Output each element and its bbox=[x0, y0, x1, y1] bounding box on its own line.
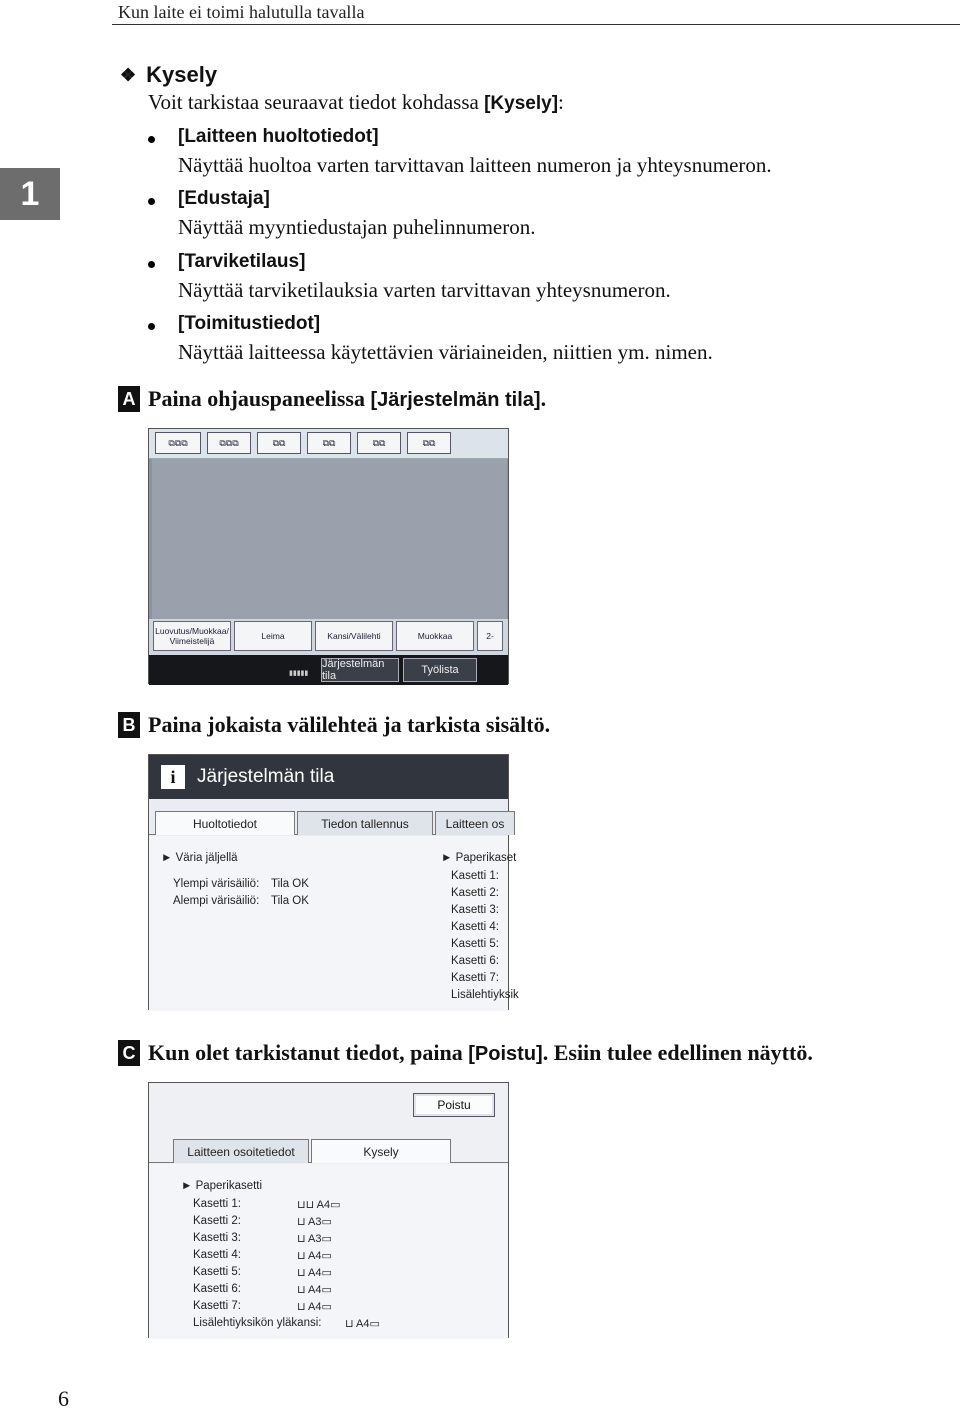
step-number-icon: B bbox=[118, 712, 140, 738]
tray-label: Kasetti 5: bbox=[193, 1266, 241, 1278]
sort-icon[interactable]: ⧉⧉ bbox=[307, 432, 351, 454]
step-text-suffix: . Esiin tulee edellinen näyttö. bbox=[542, 1040, 813, 1065]
duplex-mode-icon[interactable]: ⧉⧉⧉ bbox=[155, 432, 201, 454]
step-text-suffix: . bbox=[540, 386, 547, 411]
step-number-icon: C bbox=[118, 1040, 140, 1066]
tray-status-icon: ⊔ A4▭ bbox=[297, 1267, 332, 1279]
running-head: Kun laite ei toimi halutulla tavalla bbox=[118, 2, 365, 22]
step-text-main: Paina ohjauspaneelissa bbox=[148, 386, 371, 411]
paper-size: A4 bbox=[308, 1284, 322, 1296]
tab-bar bbox=[149, 1139, 508, 1163]
step-text bbox=[148, 386, 546, 412]
diamond-bullet-icon: ❖ bbox=[120, 64, 137, 85]
tray-label: Kasetti 2: bbox=[451, 887, 499, 899]
tray-label: Kasetti 3: bbox=[451, 904, 499, 916]
toner-heading-text: Väria jäljellä bbox=[175, 852, 238, 864]
paper-heading-text: Paperikasetti bbox=[195, 1180, 263, 1192]
combine-mode-icon[interactable]: ⧉⧉⧉ bbox=[207, 432, 251, 454]
main-display-area bbox=[152, 459, 507, 619]
paper-size: A4 bbox=[308, 1250, 322, 1262]
more-button[interactable]: 2- bbox=[477, 621, 503, 651]
list-item-desc: Näyttää laitteessa käytettävien väriaineiden, niittien ym. nimen. bbox=[178, 340, 713, 364]
intro-suffix: : bbox=[558, 90, 564, 114]
intro-text: Voit tarkistaa seuraavat tiedot kohdassa bbox=[148, 90, 485, 114]
tray-status-icon: ⊔ A4▭ bbox=[345, 1318, 380, 1330]
header-rule bbox=[112, 24, 960, 25]
tray-label: Lisälehtiyksik bbox=[451, 989, 519, 1001]
tray-label: Kasetti 2: bbox=[193, 1215, 241, 1227]
reduce-enlarge-icon[interactable]: ⧉⧉ bbox=[257, 432, 301, 454]
tab-maintenance-info[interactable]: Huoltotiedot bbox=[155, 811, 295, 835]
step-number-icon: A bbox=[118, 386, 140, 412]
control-panel-screenshot bbox=[148, 428, 509, 684]
tray-label: Kasetti 7: bbox=[193, 1300, 241, 1312]
tab-content bbox=[149, 1164, 508, 1339]
paper-heading-text: Paperikaset bbox=[455, 852, 517, 864]
section-intro bbox=[148, 90, 564, 115]
paper-size: A4 bbox=[316, 1199, 331, 1211]
page-number: 6 bbox=[58, 1386, 69, 1411]
staple-icon[interactable]: ⧉⧉ bbox=[357, 432, 401, 454]
step-text bbox=[148, 1040, 813, 1066]
chapter-tab: 1 bbox=[0, 168, 60, 220]
tray-status-icon: ⊔⊔ A4▭ bbox=[297, 1199, 341, 1211]
step-2 bbox=[118, 712, 550, 738]
function-button-row bbox=[149, 619, 508, 655]
tray-status-icon: ⊔ A4▭ bbox=[297, 1301, 332, 1313]
tray-label: Kasetti 5: bbox=[451, 938, 499, 950]
step-text: Paina jokaista välilehteä ja tarkista sisältö. bbox=[148, 712, 551, 737]
tab-content bbox=[149, 836, 519, 1011]
section-title bbox=[120, 62, 217, 88]
job-list-button[interactable]: Työlista bbox=[403, 658, 477, 682]
copy-mode-icon-bar bbox=[149, 429, 508, 459]
tray-status-icon: ⊔ A4▭ bbox=[297, 1250, 332, 1262]
list-item-desc: Näyttää tarviketilauksia varten tarvittavan yhteysnumeron. bbox=[178, 278, 671, 302]
toner-remaining-heading: ► Väria jäljellä bbox=[161, 852, 238, 864]
tray-label: Lisälehtiyksikön yläkansi: bbox=[193, 1317, 322, 1329]
paper-size: A4 bbox=[356, 1318, 370, 1330]
tray-status-icon: ⊔ A4▭ bbox=[297, 1284, 332, 1296]
tab-machine-address-info[interactable]: Laitteen osoitetiedot bbox=[173, 1139, 309, 1163]
edit-button[interactable]: Muokkaa bbox=[396, 621, 474, 651]
step-3 bbox=[118, 1040, 813, 1066]
tray-label: Kasetti 7: bbox=[451, 972, 499, 984]
list-item-head: [Toimitustiedot] bbox=[178, 313, 321, 334]
info-icon: i bbox=[161, 765, 185, 789]
tray-status-icon: ⊔ A3▭ bbox=[297, 1233, 332, 1245]
tray-label: Kasetti 1: bbox=[193, 1198, 241, 1210]
paper-tray-heading: ► Paperikaset bbox=[441, 852, 517, 864]
inquiry-screenshot bbox=[148, 1082, 509, 1338]
system-status-button[interactable]: Järjestelmän tila bbox=[321, 658, 399, 682]
list-item-head: [Tarviketilaus] bbox=[178, 251, 306, 272]
bullet-icon bbox=[148, 198, 155, 205]
bullet-icon bbox=[148, 323, 155, 330]
stamp-button[interactable]: Leima bbox=[234, 621, 312, 651]
list-item-desc: Näyttää huoltoa varten tarvittavan laitteen numeron ja yhteysnumeron. bbox=[178, 153, 772, 177]
lower-toner-label: Alempi värisäiliö: bbox=[173, 895, 260, 907]
tab-bar bbox=[149, 811, 508, 835]
tab-data-storage[interactable]: Tiedon tallennus bbox=[297, 811, 433, 835]
upper-toner-value: Tila OK bbox=[271, 878, 309, 890]
exit-button[interactable]: Poistu bbox=[413, 1093, 495, 1117]
list-item-desc: Näyttää myyntiedustajan puhelinnumeron. bbox=[178, 215, 536, 239]
system-status-screenshot bbox=[148, 754, 519, 1010]
cover-slip-button[interactable]: Kansi/Välilehti bbox=[315, 621, 393, 651]
list-item-head: [Edustaja] bbox=[178, 188, 270, 209]
tray-label: Kasetti 4: bbox=[193, 1249, 241, 1261]
tray-label: Kasetti 3: bbox=[193, 1232, 241, 1244]
screen-title: Järjestelmän tila bbox=[197, 766, 335, 787]
tab-machine-address[interactable]: Laitteen os bbox=[435, 811, 515, 835]
step-1 bbox=[118, 386, 546, 412]
tray-status-icon: ⊔ A3▭ bbox=[297, 1216, 332, 1228]
paper-size: A3 bbox=[308, 1233, 322, 1245]
lower-toner-value: Tila OK bbox=[271, 895, 309, 907]
tray-label: Kasetti 1: bbox=[451, 870, 499, 882]
step-text-main: Kun olet tarkistanut tiedot, paina bbox=[148, 1040, 469, 1065]
paper-size: A4 bbox=[308, 1301, 322, 1313]
step-ui-label: [Poistu] bbox=[468, 1043, 543, 1065]
screen-title-bar bbox=[149, 755, 508, 799]
bullet-icon bbox=[148, 136, 155, 143]
status-bar bbox=[149, 655, 508, 685]
tab-inquiry[interactable]: Kysely bbox=[311, 1139, 451, 1163]
finisher-button[interactable]: Luovutus/Muokkaa/ Viimeistelijä bbox=[153, 621, 231, 651]
bullet-icon bbox=[148, 261, 155, 268]
list-item-head: [Laitteen huoltotiedot] bbox=[178, 126, 379, 147]
tray-label: Kasetti 6: bbox=[451, 955, 499, 967]
toner-meter-icon: ▮▮▮▮▮ bbox=[289, 670, 309, 677]
paper-size: A4 bbox=[308, 1267, 322, 1279]
tray-label: Kasetti 6: bbox=[193, 1283, 241, 1295]
punch-icon[interactable]: ⧉⧉ bbox=[407, 432, 451, 454]
paper-tray-heading: ► Paperikasetti bbox=[181, 1180, 263, 1192]
intro-ui-label: [Kysely] bbox=[484, 93, 559, 114]
step-ui-label: [Järjestelmän tila] bbox=[370, 389, 541, 411]
upper-toner-label: Ylempi värisäiliö: bbox=[173, 878, 260, 890]
section-title-text: Kysely bbox=[146, 62, 218, 87]
paper-size: A3 bbox=[308, 1216, 322, 1228]
tray-label: Kasetti 4: bbox=[451, 921, 499, 933]
